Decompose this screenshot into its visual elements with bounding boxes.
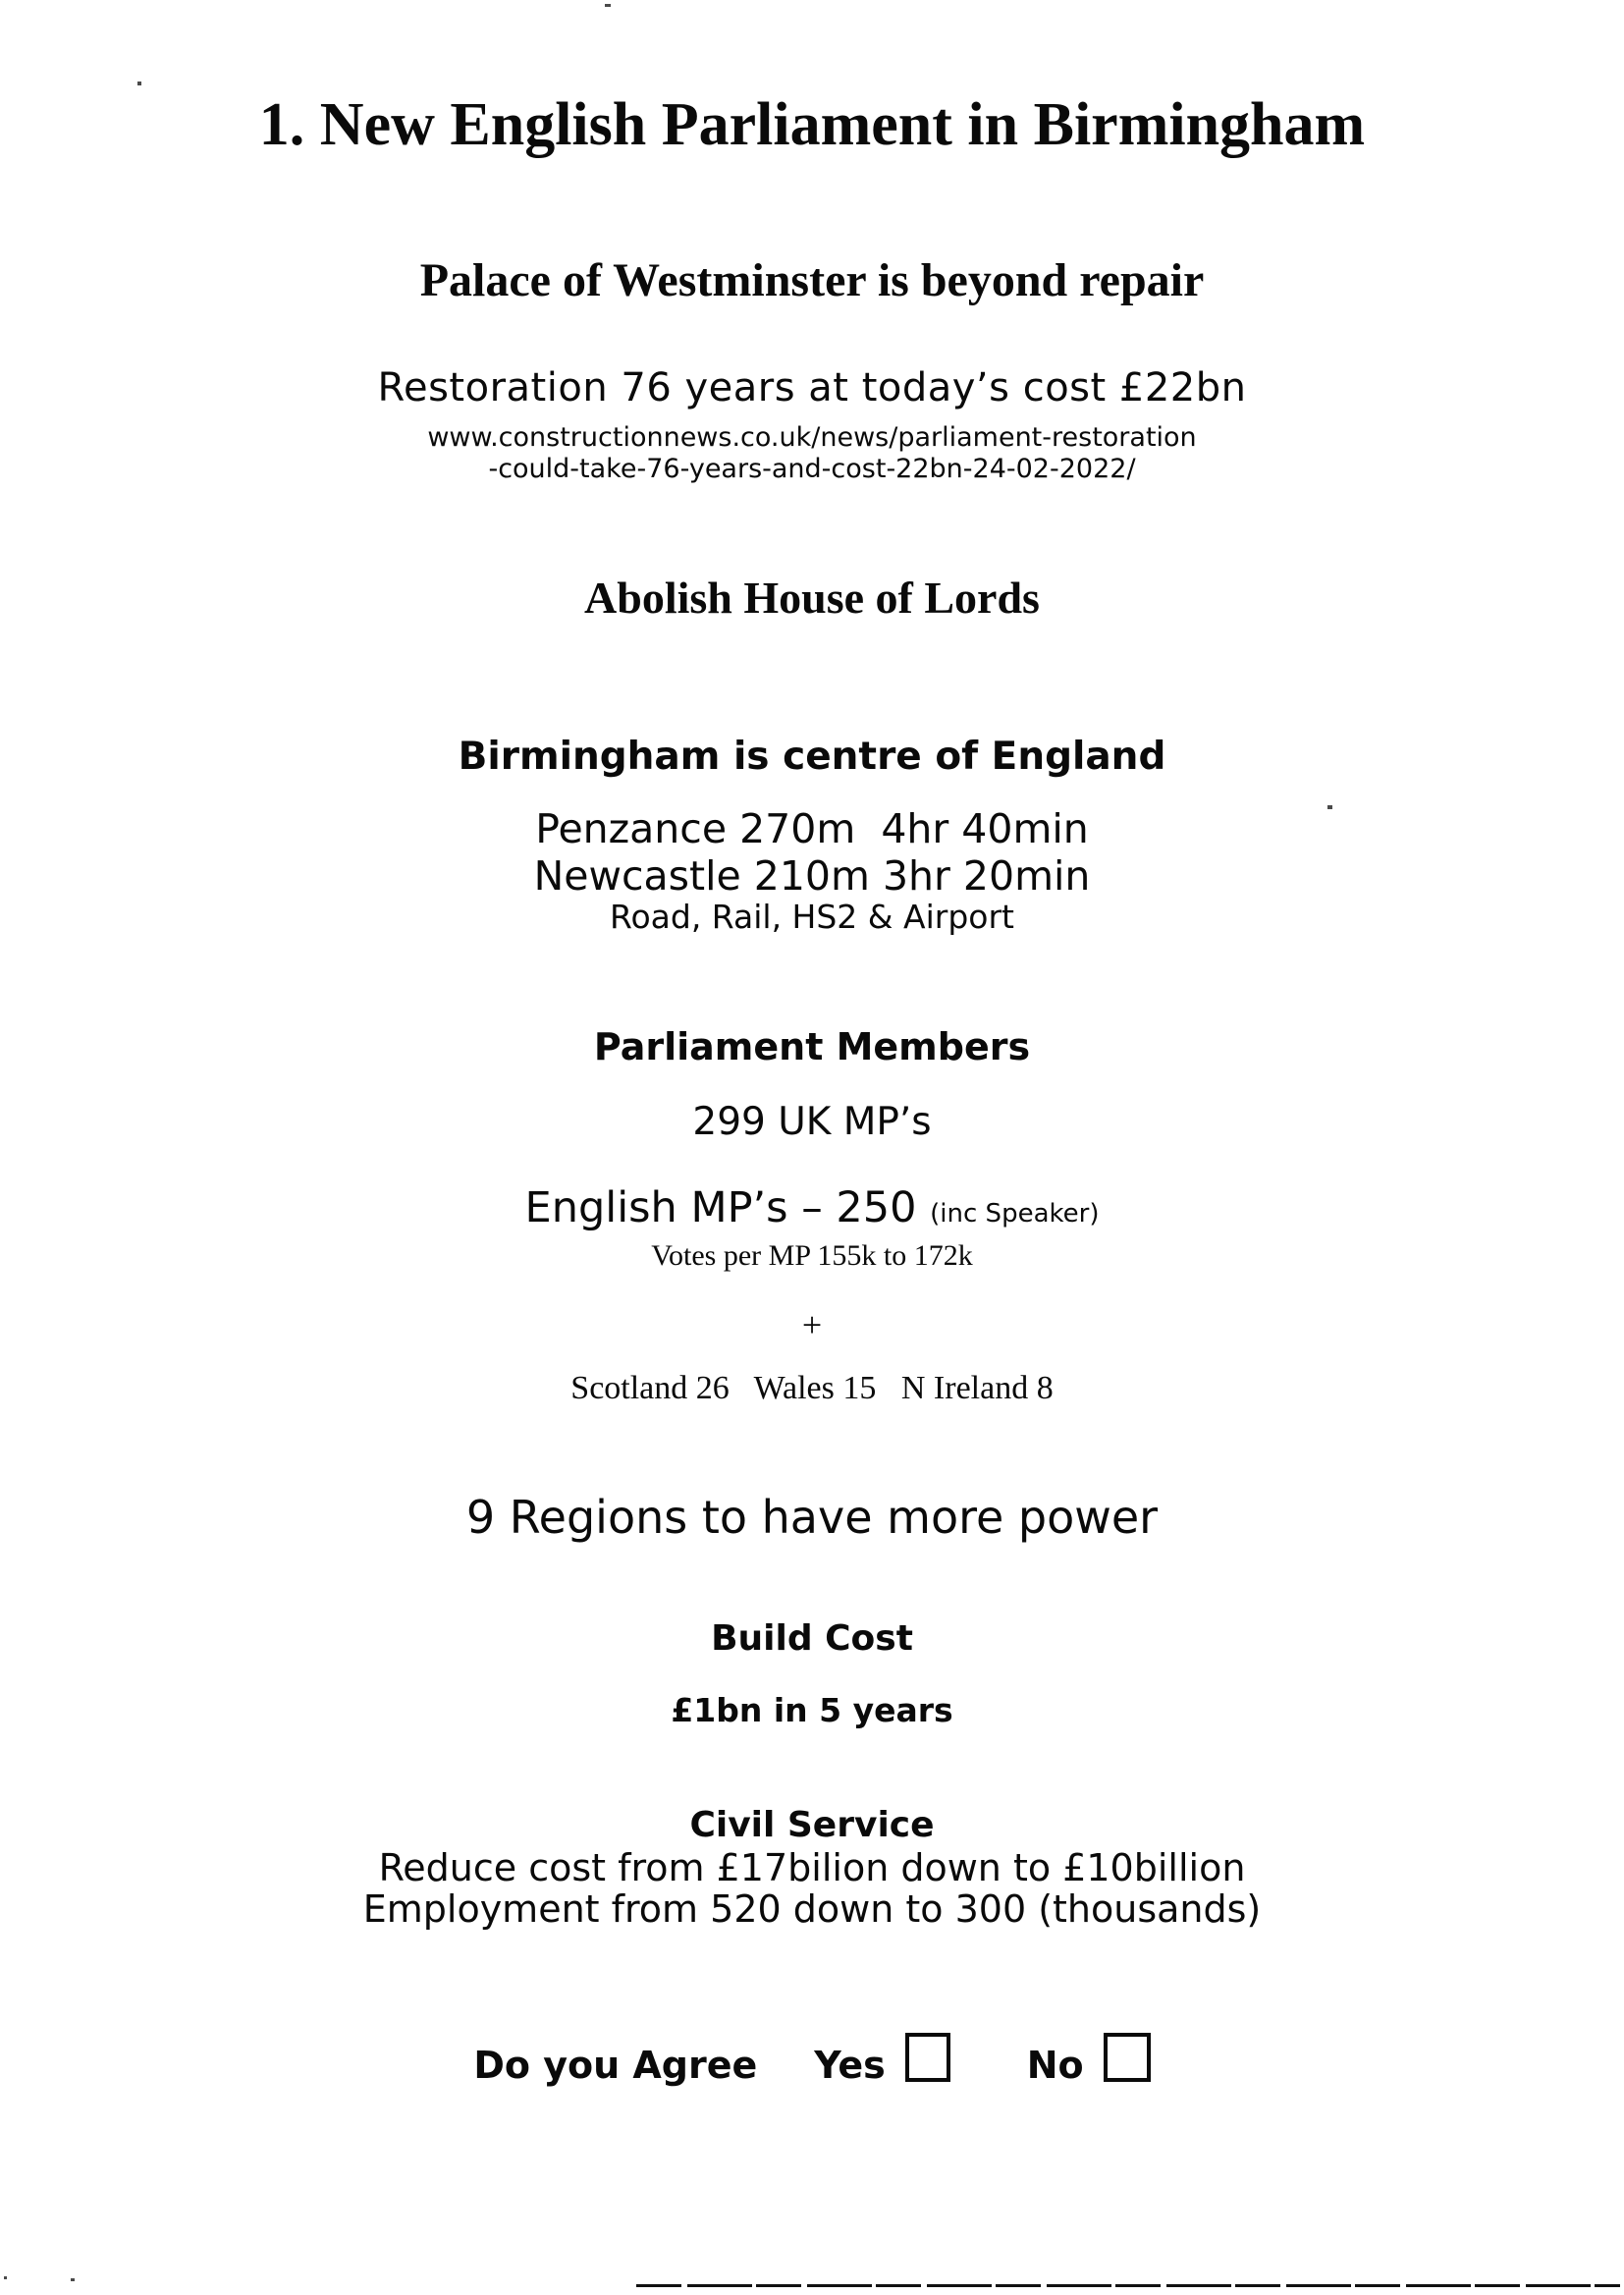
uk-mp-total-line: 299 UK MP’s (692, 1100, 932, 1144)
penzance-distance-line: Penzance 270m 4hr 40min (535, 805, 1089, 852)
devolved-mp-line: Scotland 26 Wales 15 N Ireland 8 (570, 1370, 1054, 1406)
yes-checkbox[interactable] (905, 2033, 950, 2082)
civil-service-cost-line: Reduce cost from £17bilion down to £10billion (378, 1846, 1246, 1889)
westminster-heading: Palace of Westminster is beyond repair (419, 254, 1205, 306)
build-cost-value: £1bn in 5 years (671, 1691, 953, 1729)
birmingham-heading: Birmingham is centre of England (458, 735, 1166, 779)
regions-heading: 9 Regions to have more power (465, 1491, 1159, 1544)
page-title: 1. New English Parliament in Birmingham (258, 91, 1366, 158)
no-label: No (1026, 2044, 1084, 2087)
agree-question-label: Do you Agree (473, 2044, 758, 2087)
source-url-line-2: -could-take-76-years-and-cost-22bn-24-02-2022/ (488, 454, 1136, 484)
civil-service-employment-line: Employment from 520 down to 300 (thousands) (362, 1887, 1262, 1931)
yes-label: Yes (814, 2044, 886, 2087)
scan-speck (1327, 805, 1332, 809)
abolish-lords-heading: Abolish House of Lords (584, 573, 1040, 623)
source-url-line-1: www.constructionnews.co.uk/news/parliament-restoration (427, 422, 1197, 453)
english-mp-line (17, 1183, 1607, 1232)
civil-service-heading: Civil Service (689, 1805, 935, 1845)
parliament-members-heading: Parliament Members (593, 1025, 1031, 1068)
restoration-cost-line: Restoration 76 years at today’s cost £22bn (377, 365, 1247, 410)
agreement-row (17, 2041, 1607, 2090)
build-cost-heading: Build Cost (711, 1618, 913, 1659)
newcastle-distance-line: Newcastle 210m 3hr 20min (533, 852, 1091, 900)
transport-line: Road, Rail, HS2 & Airport (610, 898, 1014, 936)
scan-speck (137, 82, 141, 85)
english-mp-count: English MP’s – 250 (524, 1183, 931, 1232)
plus-sign: + (801, 1305, 823, 1344)
no-checkbox[interactable] (1104, 2033, 1151, 2082)
scan-speck (71, 2278, 75, 2281)
votes-per-mp-line: Votes per MP 155k to 172k (651, 1239, 973, 1272)
scan-speck (605, 4, 611, 7)
scan-artifact-bottom-line (636, 2284, 1620, 2287)
english-mp-note: (inc Speaker) (930, 1199, 1100, 1229)
scan-speck (4, 2276, 7, 2279)
